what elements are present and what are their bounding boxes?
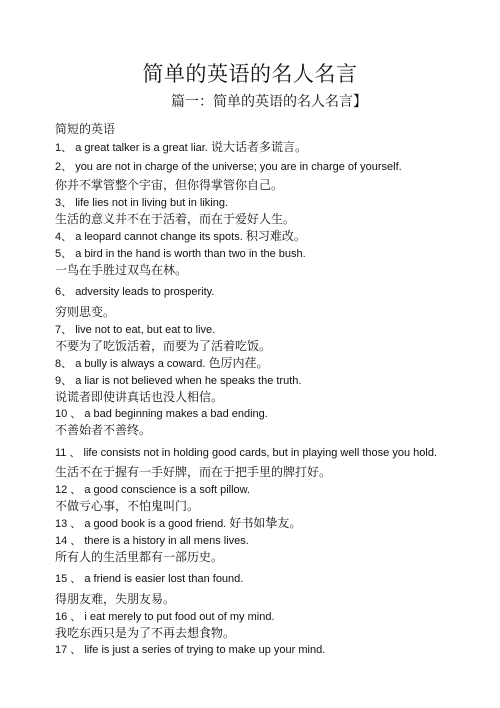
quote-3 — [55, 196, 455, 210]
quote-8-english: a bully is always a coward. — [75, 358, 206, 370]
quote-8 — [55, 356, 455, 371]
quote-17-english: life is just a series of trying to make up your mind. — [84, 644, 326, 656]
quote-13-english: a good book is a good friend. — [84, 518, 227, 530]
quote-1-number: 1、 — [55, 142, 73, 154]
quote-2-english: you are not in charge of the universe; you are in charge of yourself. — [75, 161, 402, 173]
quote-7-number: 7、 — [55, 324, 73, 336]
quote-15-english: a friend is easier lost than found. — [84, 573, 244, 585]
quote-10 — [55, 407, 455, 421]
quote-3-number: 3、 — [55, 197, 73, 209]
quote-5-number: 5、 — [55, 248, 73, 260]
quote-12-chinese: 不做亏心事，不怕鬼叫门。 — [55, 499, 200, 513]
quote-13-number: 13 、 — [55, 518, 82, 530]
quote-10-number: 10 、 — [55, 408, 82, 420]
quote-1-english: a great talker is a great liar. — [75, 142, 208, 154]
quote-16-chinese: 我吃东西只是为了不再去想食物。 — [55, 626, 236, 640]
quote-16 — [55, 610, 455, 624]
quote-16-number: 16 、 — [55, 611, 82, 623]
quote-2-chinese: 你并不掌管整个宇宙，但你得掌管你自己。 — [55, 178, 284, 192]
quote-14-chinese: 所有人的生活里都有一部历史。 — [55, 550, 224, 564]
quote-9 — [55, 374, 455, 388]
document-body — [55, 122, 455, 657]
quote-4-number: 4、 — [55, 231, 73, 243]
quote-11-chinese: 生活不在于握有一手好牌，而在于把手里的牌打好。 — [55, 465, 332, 479]
page-subtitle: 篇一：简单的英语的名人名言】 — [171, 94, 367, 110]
quote-14 — [55, 534, 455, 548]
quote-4 — [55, 229, 455, 244]
quote-11-number: 11 、 — [55, 447, 81, 459]
quote-12-english: a good conscience is a soft pillow. — [84, 484, 251, 496]
quote-9-english: a liar is not believed when he speaks the truth. — [75, 375, 302, 387]
quote-11-english: life consists not in holding good cards, but in playing well those you hold. — [83, 447, 437, 459]
quote-14-number: 14 、 — [55, 535, 82, 547]
quote-16-english: i eat merely to put food out of my mind. — [84, 611, 275, 623]
quote-8-number: 8、 — [55, 358, 73, 370]
quote-5 — [55, 247, 455, 261]
quote-15-number: 15 、 — [55, 573, 82, 585]
quote-1-chinese: 说大话者多谎言。 — [210, 140, 307, 154]
quote-4-english: a leopard cannot change its spots. — [75, 231, 243, 243]
quote-7 — [55, 323, 455, 337]
quote-6 — [55, 285, 455, 299]
quote-5-english: a bird in the hand is worth than two in the bush. — [75, 248, 306, 260]
quote-8-chinese: 色厉内荏。 — [208, 356, 269, 370]
quote-4-chinese: 积习难改。 — [245, 229, 306, 243]
page-title: 简单的英语的名人名言 — [142, 62, 358, 86]
quote-6-chinese: 穷则思变。 — [55, 305, 116, 319]
quote-6-number: 6、 — [55, 286, 73, 298]
quote-11 — [55, 445, 455, 462]
quote-7-english: live not to eat, but eat to live. — [75, 324, 216, 336]
quote-2-number: 2、 — [55, 161, 73, 173]
quote-7-chinese: 不要为了吃饭活着，而要为了活着吃饭。 — [55, 339, 272, 353]
quote-17 — [55, 643, 455, 657]
quote-10-english: a bad beginning makes a bad ending. — [84, 408, 268, 420]
quote-9-chinese: 说谎者即使讲真话也没人相信。 — [55, 390, 224, 404]
quote-12-number: 12 、 — [55, 484, 82, 496]
quote-9-number: 9、 — [55, 375, 73, 387]
quote-17-number: 17 、 — [55, 644, 82, 656]
quote-14-english: there is a history in all mens lives. — [84, 535, 249, 547]
quote-15-chinese: 得朋友难，失朋友易。 — [55, 592, 176, 606]
quote-13 — [55, 516, 455, 531]
quote-2 — [55, 160, 455, 174]
quote-13-chinese: 好书如挚友。 — [229, 516, 302, 530]
quote-3-english: life lies not in living but in liking. — [75, 197, 229, 209]
quote-3-chinese: 生活的意义并不在于活着，而在于爱好人生。 — [55, 212, 296, 226]
quote-5-chinese: 一鸟在手胜过双鸟在林。 — [55, 263, 188, 277]
quote-12 — [55, 483, 455, 497]
quote-1 — [55, 140, 455, 155]
quote-6-english: adversity leads to prosperity. — [75, 286, 215, 298]
quote-15 — [55, 572, 455, 586]
quote-10-chinese: 不善始者不善终。 — [55, 423, 152, 437]
section-heading: 简短的英语 — [55, 122, 116, 136]
